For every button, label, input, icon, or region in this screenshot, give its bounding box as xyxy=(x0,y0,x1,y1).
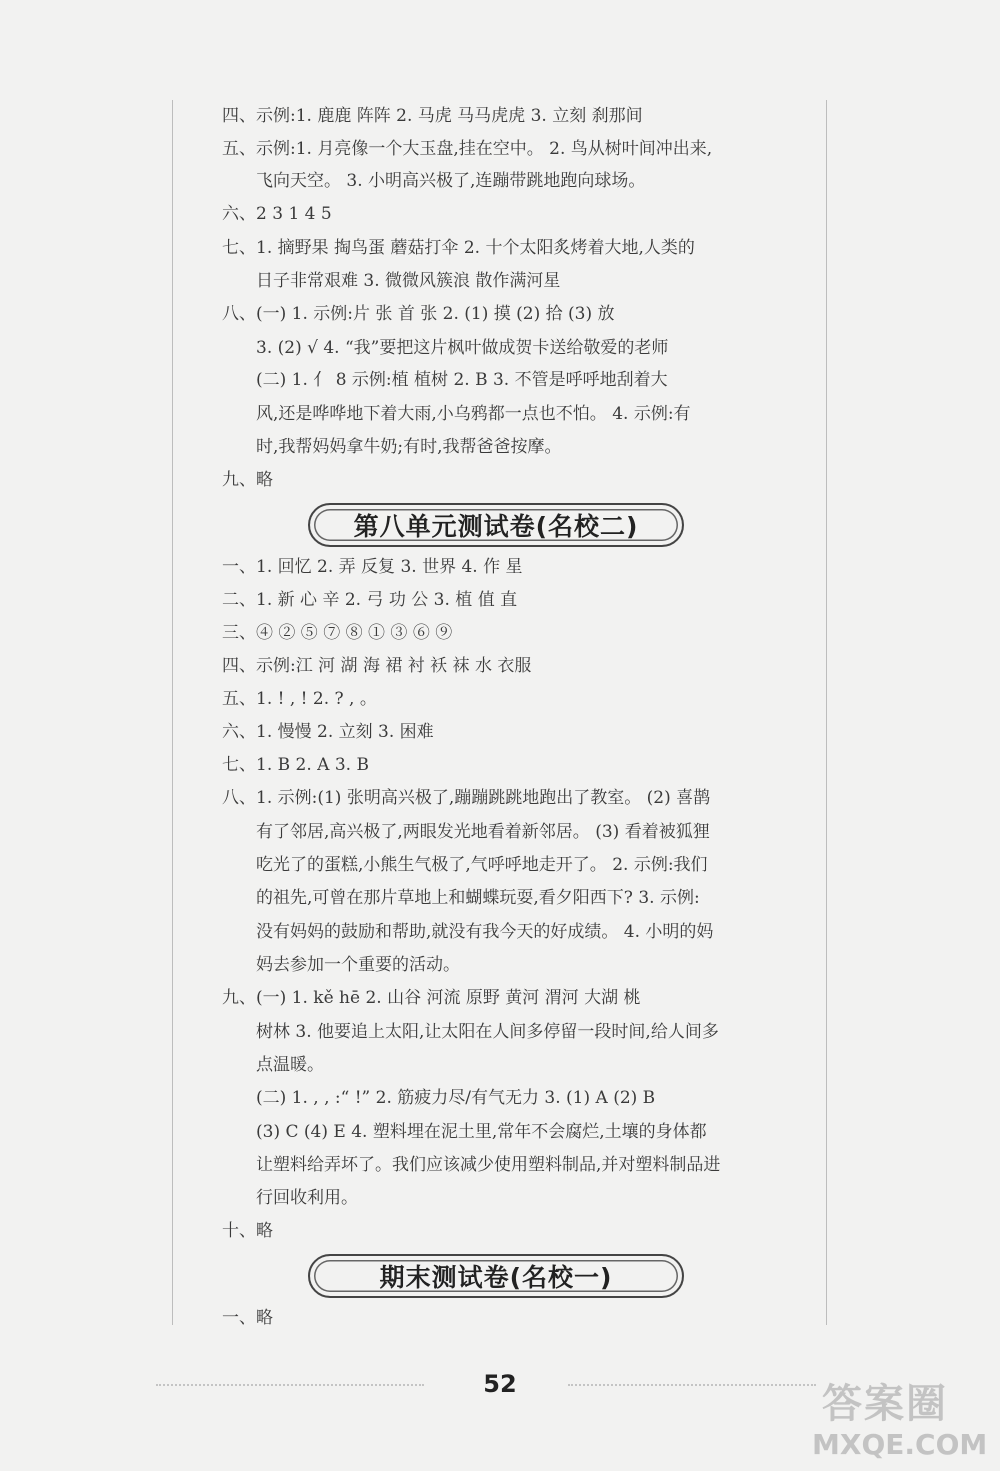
answer-line: 七、1. 摘野果 掏鸟蛋 蘑菇打伞 2. 十个太阳炙烤着大地,人类的 xyxy=(222,238,695,258)
answer-line: 六、2 3 1 4 5 xyxy=(222,204,332,224)
answer-line: 六、1. 慢慢 2. 立刻 3. 困难 xyxy=(222,722,434,742)
footer-dotted-rule-left xyxy=(156,1384,424,1386)
answer-line: 九、(一) 1. kě hē 2. 山谷 河流 原野 黄河 渭河 大湖 桃 xyxy=(222,988,641,1008)
answer-line: 树林 3. 他要追上太阳,让太阳在人间多停留一段时间,给人间多 xyxy=(256,1022,719,1042)
answer-line: 让塑料给弄坏了。我们应该减少使用塑料制品,并对塑料制品进 xyxy=(256,1155,721,1175)
answer-line: (二) 1. , , :“ !” 2. 筋疲力尽/有气无力 3. (1) A (2) B xyxy=(256,1088,656,1108)
answer-line: 七、1. B 2. A 3. B xyxy=(222,755,369,775)
answer-line: 风,还是哗哗地下着大雨,小乌鸦都一点也不怕。 4. 示例:有 xyxy=(256,404,691,424)
watermark-text: 答案圈 xyxy=(822,1381,948,1427)
answer-line: 八、(一) 1. 示例:片 张 首 张 2. (1) 摸 (2) 拾 (3) 放 xyxy=(222,304,615,324)
answer-line: 妈去参加一个重要的活动。 xyxy=(256,955,460,975)
answer-line: 有了邻居,高兴极了,两眼发光地看着新邻居。 (3) 看着被狐狸 xyxy=(256,822,710,842)
answer-line: 3. (2) √ 4. “我”要把这片枫叶做成贺卡送给敬爱的老师 xyxy=(256,338,669,358)
footer-dotted-rule-right xyxy=(568,1384,816,1386)
answer-line: 一、1. 回忆 2. 弄 反复 3. 世界 4. 作 星 xyxy=(222,557,523,577)
answer-line: (3) C (4) E 4. 塑料埋在泥土里,常年不会腐烂,土壤的身体都 xyxy=(256,1122,707,1142)
answer-line: 行回收利用。 xyxy=(256,1188,358,1208)
answer-line: 五、示例:1. 月亮像一个大玉盘,挂在空中。 2. 鸟从树叶间冲出来, xyxy=(222,139,713,159)
answer-line: 飞向天空。 3. 小明高兴极了,连蹦带跳地跑向球场。 xyxy=(256,171,646,191)
answer-line: 一、略 xyxy=(222,1308,273,1328)
answer-line: 五、1. ! , ! 2. ? , 。 xyxy=(222,689,377,709)
answer-line: 九、略 xyxy=(222,470,273,490)
answer-line: 点温暖。 xyxy=(256,1055,324,1075)
answer-line: 日子非常艰难 3. 微微风簇浪 散作满河星 xyxy=(256,271,561,291)
answer-line: (二) 1. 亻 8 示例:植 植树 2. B 3. 不管是呼呼地刮着大 xyxy=(256,370,668,390)
answer-line: 没有妈妈的鼓励和帮助,就没有我今天的好成绩。 4. 小明的妈 xyxy=(256,922,714,942)
section-title: 期末测试卷(名校一) xyxy=(308,1254,684,1298)
answer-line: 四、示例:1. 鹿鹿 阵阵 2. 马虎 马马虎虎 3. 立刻 刹那间 xyxy=(222,106,643,126)
answer-line: 吃光了的蛋糕,小熊生气极了,气呼呼地走开了。 2. 示例:我们 xyxy=(256,855,708,875)
answer-line: 十、略 xyxy=(222,1221,273,1241)
answer-line: 三、④ ② ⑤ ⑦ ⑧ ① ③ ⑥ ⑨ xyxy=(222,623,453,643)
watermark-logo xyxy=(822,1372,948,1429)
answer-line: 的祖先,可曾在那片草地上和蝴蝶玩耍,看夕阳西下? 3. 示例: xyxy=(256,888,700,908)
page-number: 52 xyxy=(483,1370,517,1398)
watermark-url: MXQE.COM xyxy=(812,1428,988,1461)
answer-line: 四、示例:江 河 湖 海 裙 衬 袄 袜 水 衣服 xyxy=(222,656,532,676)
section-title: 第八单元测试卷(名校二) xyxy=(308,503,684,547)
answer-line: 八、1. 示例:(1) 张明高兴极了,蹦蹦跳跳地跑出了教室。 (2) 喜鹊 xyxy=(222,788,711,808)
answer-line: 二、1. 新 心 辛 2. 弓 功 公 3. 植 值 直 xyxy=(222,590,518,610)
left-margin-rule xyxy=(172,100,173,1325)
answer-line: 时,我帮妈妈拿牛奶;有时,我帮爸爸按摩。 xyxy=(256,437,562,457)
